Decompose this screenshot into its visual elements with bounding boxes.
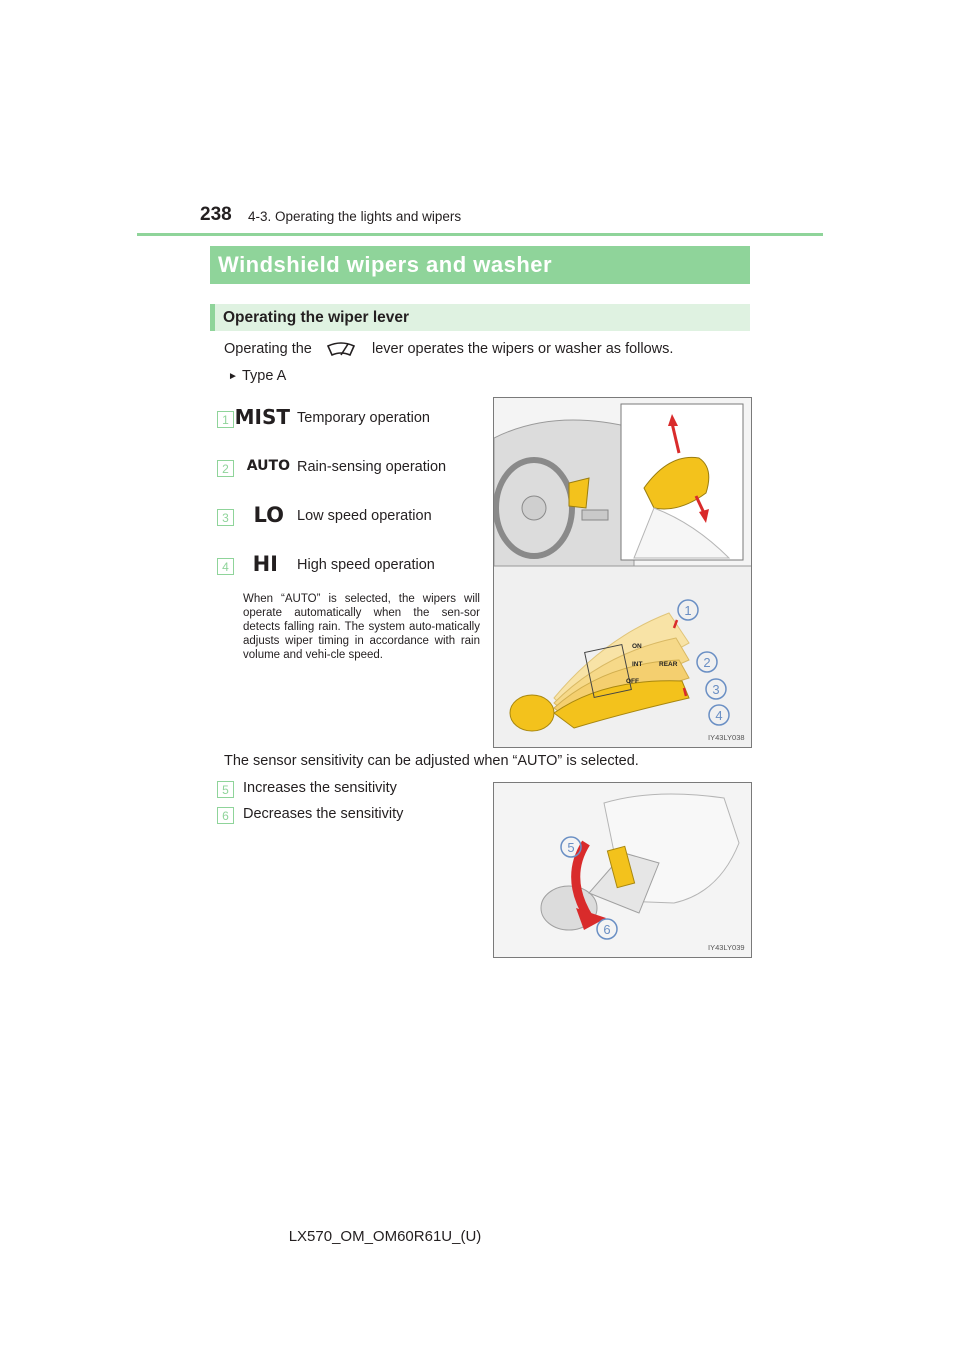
item-number: 5 — [217, 781, 234, 798]
mode-icon-auto: AUTO — [246, 458, 290, 474]
sensitivity-text: The sensor sensitivity can be adjusted when “AUTO” is selected. — [224, 753, 639, 769]
switch-label: INT — [632, 661, 643, 668]
intro-text-end: lever operates the wipers or washer as follows. — [372, 341, 674, 357]
wiper-icon — [325, 339, 357, 359]
mode-icon-hi: HI — [252, 552, 278, 576]
type-marker-icon: ► — [228, 371, 238, 382]
footer-text: LX570_OM_OM60R61U_(U) — [288, 1228, 482, 1245]
svg-text:5: 5 — [567, 840, 575, 855]
sensitivity-increase: Increases the sensitivity — [243, 780, 397, 796]
subsection-title: Operating the wiper lever — [223, 309, 410, 326]
sensitivity-decrease: Decreases the sensitivity — [243, 806, 404, 822]
footer-document-code — [0, 1228, 960, 1245]
mode-number: 1 — [217, 411, 234, 428]
svg-text:1: 1 — [684, 603, 692, 618]
sensitivity-dial-figure — [493, 782, 752, 958]
mode-number: 2 — [217, 460, 234, 477]
intro-text-start: Operating the — [224, 341, 312, 357]
wiper-lever-figure — [493, 397, 752, 748]
mode-number: 3 — [217, 509, 234, 526]
mode-description: High speed operation — [297, 557, 435, 573]
switch-label: ON — [632, 643, 642, 650]
auto-mode-note: When “AUTO” is selected, the wipers will operate automatically when the sen-sor detects falling rain. The system auto-matically adjusts wiper timing in accordance with rain volume and vehi-cle speed. — [243, 593, 480, 661]
switch-label: REAR — [659, 661, 678, 668]
item-number: 6 — [217, 807, 234, 824]
type-label: Type A — [242, 368, 287, 384]
svg-text:2: 2 — [703, 655, 711, 670]
figure-code: IY43LY039 — [708, 943, 745, 952]
svg-text:3: 3 — [712, 682, 720, 697]
page-number: 238 — [200, 204, 232, 225]
section-reference: 4-3. Operating the lights and wipers — [248, 209, 462, 224]
mode-icon-lo: LO — [253, 503, 284, 527]
svg-text:4: 4 — [715, 708, 723, 723]
section-title: Windshield wipers and washer — [218, 252, 553, 277]
mode-description: Low speed operation — [297, 508, 432, 524]
mode-description: Temporary operation — [297, 410, 430, 426]
svg-text:6: 6 — [603, 922, 611, 937]
header-rule — [137, 233, 823, 236]
switch-label: OFF — [626, 678, 639, 685]
mode-icon-mist: MIST — [234, 405, 290, 429]
mode-number: 4 — [217, 558, 234, 575]
figure-code: IY43LY038 — [708, 733, 745, 742]
mode-description: Rain-sensing operation — [297, 459, 447, 475]
